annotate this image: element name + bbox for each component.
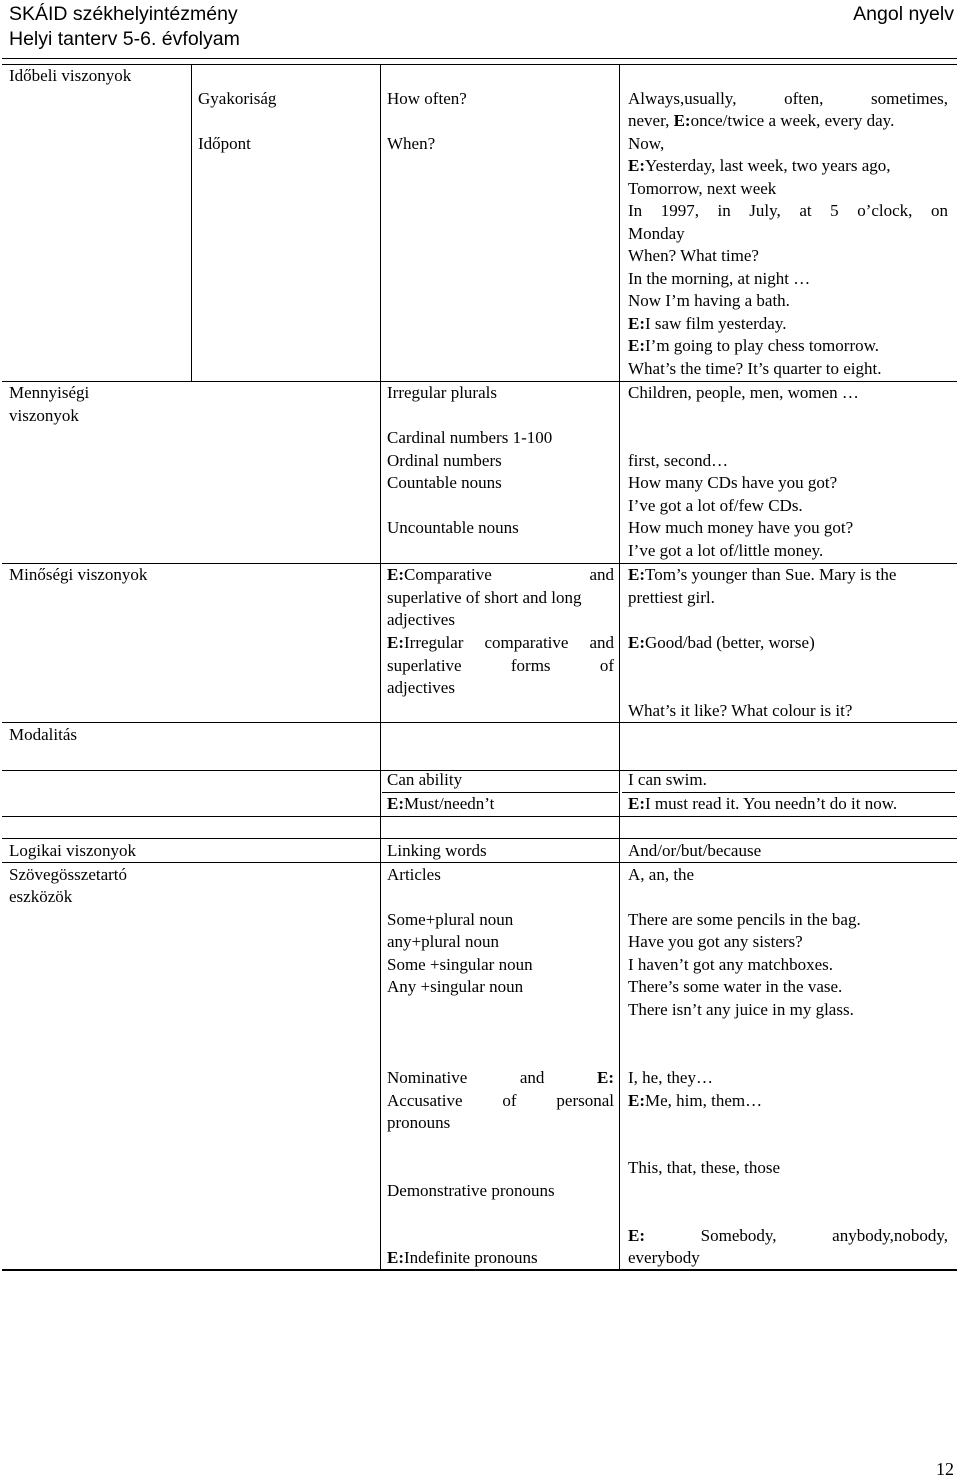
form-when: When? bbox=[387, 134, 436, 153]
example-some-plural: There are some pencils in the bag. bbox=[628, 910, 861, 929]
form-linking-words: Linking words bbox=[387, 841, 487, 860]
example-indefinite-1: E: Somebody, anybody,nobody, bbox=[628, 1226, 948, 1245]
example-linking-words: And/or/but/because bbox=[628, 841, 762, 860]
form-any-plural: any+plural noun bbox=[387, 932, 500, 951]
example-uncountable-1: How much money have you got? bbox=[628, 518, 854, 537]
example-time-9: E:I saw film yesterday. bbox=[628, 314, 787, 333]
sub-label-gyakorisag: Gyakoriság bbox=[198, 89, 277, 108]
form-irregular-plurals: Irregular plurals bbox=[387, 383, 497, 402]
example-no-juice: There isn’t any juice in my glass. bbox=[628, 1000, 854, 1019]
example-time-1: Now, bbox=[628, 134, 665, 153]
row-label-idobeli: Időbeli viszonyok bbox=[9, 66, 132, 85]
example-frequency-1: Always,usually, often, sometimes, bbox=[628, 89, 948, 108]
example-any-singular: There’s some water in the vase. bbox=[628, 977, 843, 996]
form-nominative-1: Nominative and E: bbox=[387, 1068, 614, 1087]
example-irregular-plurals: Children, people, men, women … bbox=[628, 383, 859, 402]
institution-name: SKÁID székhelyintézmény bbox=[9, 3, 238, 25]
column-divider bbox=[619, 64, 620, 1270]
example-demonstrative: This, that, these, those bbox=[628, 1158, 781, 1177]
row-label-modalitas: Modalitás bbox=[9, 725, 77, 744]
example-time-4: In 1997, in July, at 5 o’clock, on bbox=[628, 201, 948, 220]
column-divider bbox=[191, 64, 192, 381]
row-label-mennyisegi-2: viszonyok bbox=[9, 406, 79, 425]
example-articles: A, an, the bbox=[628, 865, 695, 884]
example-comparative-1: E:Tom’s younger than Sue. Mary is the bbox=[628, 565, 897, 584]
form-uncountable: Uncountable nouns bbox=[387, 518, 519, 537]
form-irregular-comparative-2: superlative forms of bbox=[387, 656, 614, 675]
table-top-border bbox=[2, 64, 957, 65]
row-divider bbox=[2, 770, 957, 771]
form-countable: Countable nouns bbox=[387, 473, 502, 492]
form-cardinal: Cardinal numbers 1-100 bbox=[387, 428, 553, 447]
row-label-szoveg-1: Szövegösszetartó bbox=[9, 865, 128, 884]
example-frequency-2: never, E:once/twice a week, every day. bbox=[628, 111, 895, 130]
example-any-plural: Have you got any sisters? bbox=[628, 932, 803, 951]
example-time-2: E:Yesterday, last week, two years ago, bbox=[628, 156, 891, 175]
example-some-singular: I haven’t got any matchboxes. bbox=[628, 955, 834, 974]
example-time-5: Monday bbox=[628, 224, 685, 243]
example-time-3: Tomorrow, next week bbox=[628, 179, 777, 198]
example-time-11: What’s the time? It’s quarter to eight. bbox=[628, 359, 882, 378]
example-irregular-comparative: E:Good/bad (better, worse) bbox=[628, 633, 815, 652]
form-some-singular: Some +singular noun bbox=[387, 955, 533, 974]
example-accusative: E:Me, him, them… bbox=[628, 1091, 763, 1110]
form-indefinite: E:Indefinite pronouns bbox=[387, 1248, 538, 1267]
example-countable-1: How many CDs have you got? bbox=[628, 473, 838, 492]
form-comparative-2: superlative of short and long bbox=[387, 588, 582, 607]
row-label-szoveg-2: eszközök bbox=[9, 887, 73, 906]
form-some-plural: Some+plural noun bbox=[387, 910, 514, 929]
subject-name: Angol nyelv bbox=[853, 3, 954, 25]
row-divider bbox=[2, 838, 957, 839]
form-how-often: How often? bbox=[387, 89, 467, 108]
example-ordinal: first, second… bbox=[628, 451, 729, 470]
form-must: E:Must/needn’t bbox=[387, 794, 495, 813]
header-rule bbox=[2, 58, 957, 59]
form-any-singular: Any +singular noun bbox=[387, 977, 524, 996]
row-divider bbox=[2, 816, 957, 817]
example-time-10: E:I’m going to play chess tomorrow. bbox=[628, 336, 880, 355]
page-number: 12 bbox=[936, 1458, 954, 1479]
curriculum-title: Helyi tanterv 5-6. évfolyam bbox=[9, 28, 240, 50]
form-irregular-comparative-1: E:Irregular comparative and bbox=[387, 633, 614, 652]
example-must: E:I must read it. You needn’t do it now. bbox=[628, 794, 898, 813]
sub-label-idopont: Időpont bbox=[198, 134, 251, 153]
form-demonstrative: Demonstrative pronouns bbox=[387, 1181, 555, 1200]
form-nominative-3: pronouns bbox=[387, 1113, 451, 1132]
row-label-logikai: Logikai viszonyok bbox=[9, 841, 137, 860]
form-irregular-comparative-3: adjectives bbox=[387, 678, 455, 697]
column-divider bbox=[380, 64, 381, 1270]
row-label-mennyisegi-1: Mennyiségi bbox=[9, 383, 90, 402]
form-comparative-3: adjectives bbox=[387, 610, 455, 629]
form-articles: Articles bbox=[387, 865, 441, 884]
example-uncountable-2: I’ve got a lot of/little money. bbox=[628, 541, 824, 560]
form-nominative-2: Accusative of personal bbox=[387, 1091, 614, 1110]
form-comparative-1: E:Comparative and bbox=[387, 565, 614, 584]
row-label-minosegi: Minőségi viszonyok bbox=[9, 565, 148, 584]
example-time-6: When? What time? bbox=[628, 246, 759, 265]
example-indefinite-2: everybody bbox=[628, 1248, 700, 1267]
example-countable-2: I’ve got a lot of/few CDs. bbox=[628, 496, 803, 515]
example-comparative-2: prettiest girl. bbox=[628, 588, 715, 607]
example-can: I can swim. bbox=[628, 770, 707, 789]
form-can-ability: Can ability bbox=[387, 770, 463, 789]
example-nominative: I, he, they… bbox=[628, 1068, 713, 1087]
form-ordinal: Ordinal numbers bbox=[387, 451, 502, 470]
example-time-7: In the morning, at night … bbox=[628, 269, 811, 288]
document-header bbox=[9, 2, 240, 52]
example-time-8: Now I’m having a bath. bbox=[628, 291, 790, 310]
example-what-like: What’s it like? What colour is it? bbox=[628, 701, 853, 720]
